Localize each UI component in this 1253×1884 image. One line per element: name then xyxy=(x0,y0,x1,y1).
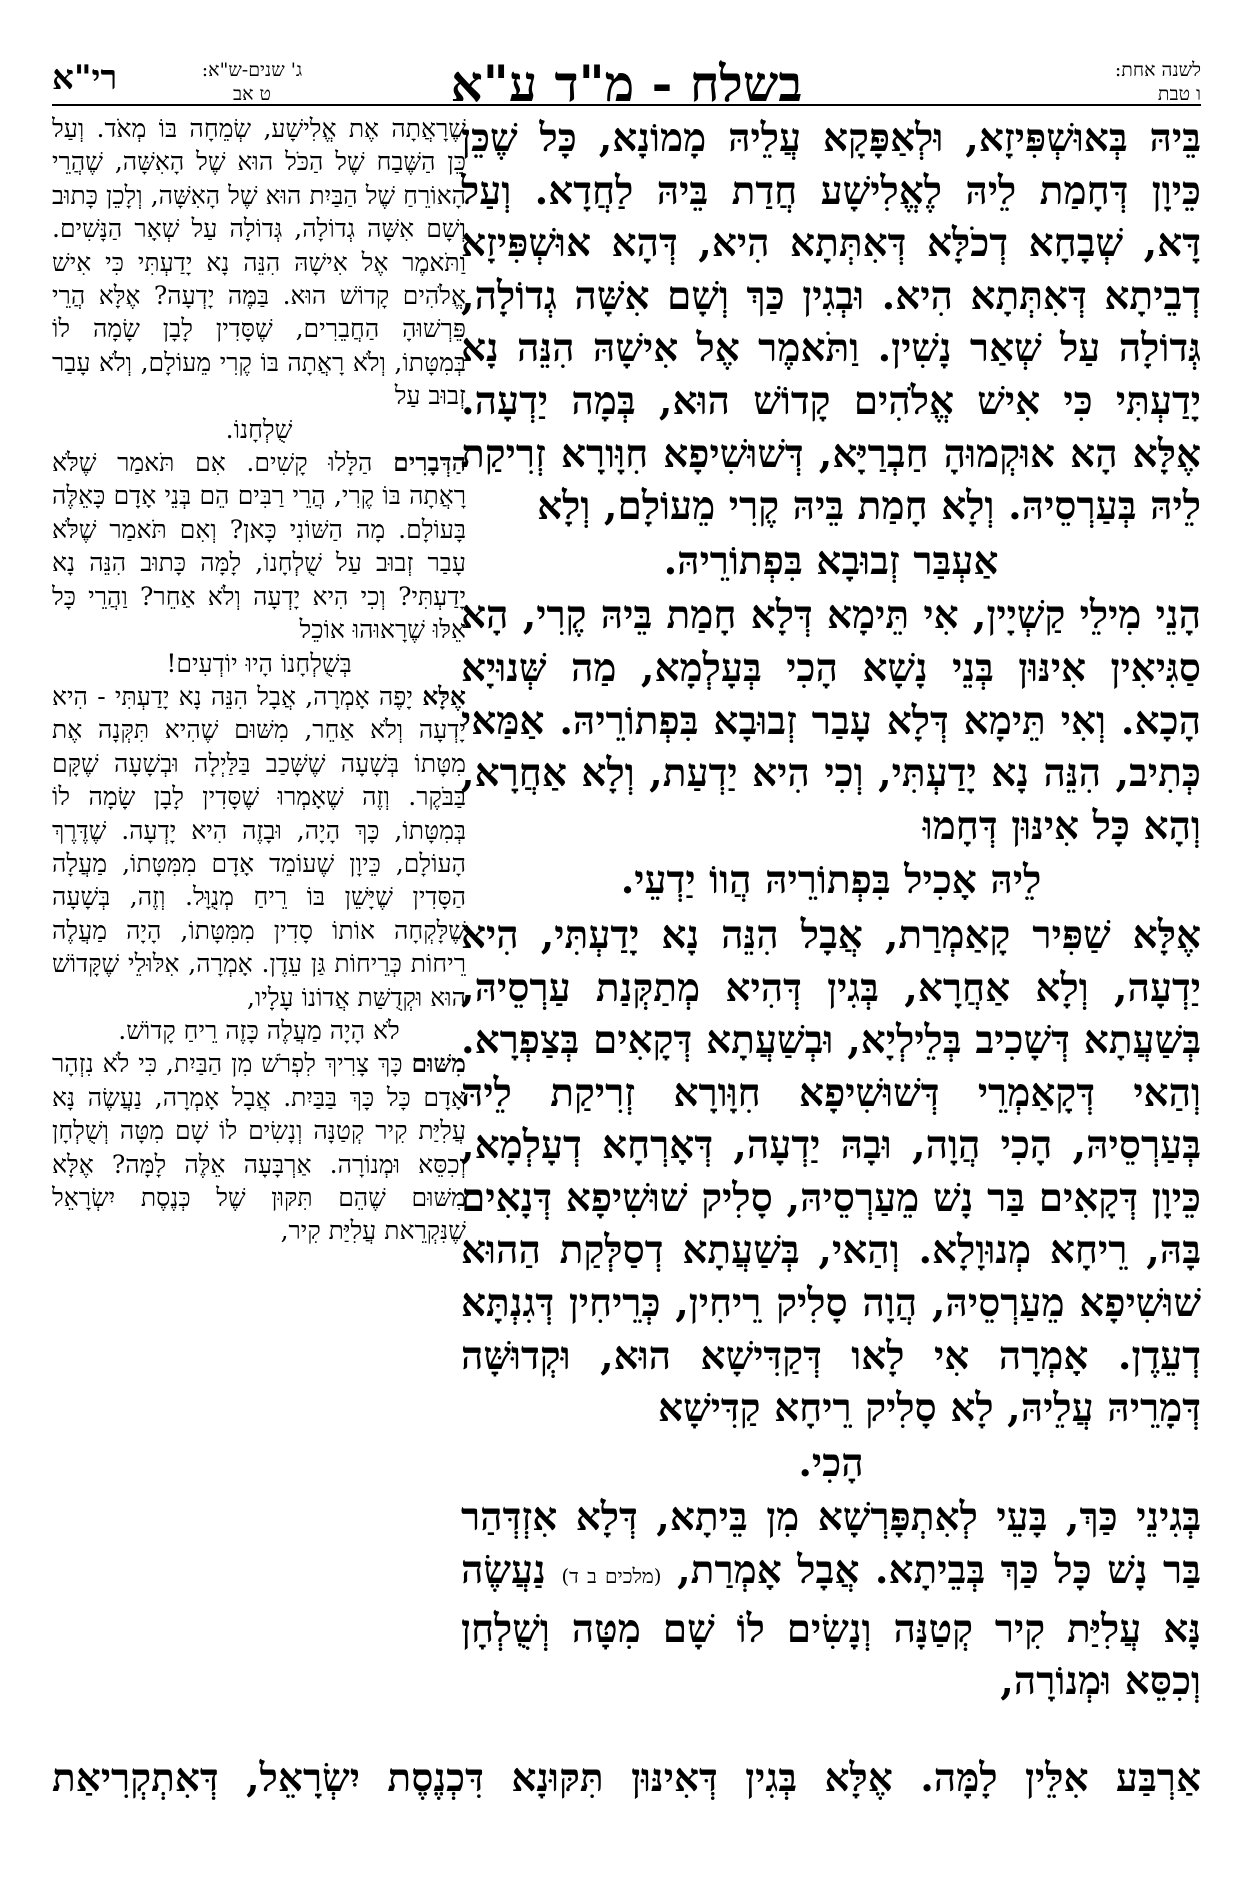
commentary-paragraph-end: לֹא הָיָה מַעֲלֶה כָּזֶה רֵיחַ קָדוֹשׁ. xyxy=(118,1015,400,1045)
main-paragraph-end: אַעְבַּר זְבוּבָא בִּפְתוֹרֵיהּ. xyxy=(663,537,999,584)
header-one-year-date: ו טבת xyxy=(1157,83,1201,105)
main-paragraph xyxy=(461,1491,1201,1707)
header-one-year-label: לשנה אחת: xyxy=(1114,59,1201,81)
main-paragraph: אֶלָּא שַׁפִּיר קָאַמְרַת, אֲבָל הִנֵּה נָא יָדַעְתִּי, הִיא יַדְעָה, וְלָא אַחֲרָא, בְּגִין דְּהִיא מְתַקְּנַת עַרְסֵיהּ, בְּשַׁעֲתָא דְּשָׁכִיב בְּלֵילְיָא, וּבְשַׁעֲתָא דְּקָאִים בְּצַפְרָא. וְהַאי דְּקָאַמְרֵי דְּשׁוּשִׁיפָא חִוָּורָא זְרִיקַת לֵיהּ בְּעַרְסֵיהּ, הָכִי הֲוָה, וּבָהּ יַדְעָה, דְּאָרְחָא דְעָלְמָא, כֵּיוָן דְּקָאִים בַּר נָשׁ מֵעַרְסֵיהּ, סָלִיק שׁוּשִׁיפָא דְּנָאִים בָּהּ, רֵיחָא מְנוּוָלָא. וְהַאי, בְּשַׁעֲתָא דְסַלְּקַת הַהוּא שׁוּשִׁיפָא מֵעַרְסֵיהּ, הֲוָה סָלִיק רֵיחִין, כְּרֵיחִין דְּגִנְתָּא דְעֵדֶן. אָמְרָה אִי לָאו דְּקַדִּישָׁא הוּא, וּקְדוּשָּׁה דְּמָרֵיהּ עֲלֵיהּ, לָא סָלִיק רֵיחָא קַדִּישָׁא xyxy=(461,911,1201,1432)
main-text-span: בְּגִינֵי כַּךְ, בָּעֵי לְאִתְפָּרְשָׁא מִן בֵּיתָא, דְּלָא אִזְדְּהַר בַּר נָשׁ כָּל כַּךְ בְּבֵיתָא. אֲבָל אָמְרַת, xyxy=(461,1494,1201,1594)
commentary-lead-word: אֶלָּא xyxy=(422,681,466,711)
main-paragraph-end: הָכִי. xyxy=(798,1439,864,1486)
main-text-column xyxy=(461,112,1201,1752)
commentary-paragraph xyxy=(52,1047,466,1247)
commentary-paragraph-end: בְּשֻׁלְחָנוֹ הָיוּ יוֹדְעִים! xyxy=(166,648,352,678)
scripture-citation: (מלכים ב ד) xyxy=(561,1564,662,1589)
main-paragraph-end: לֵיהּ אָכִיל בִּפְתוֹרֵיהּ הֲווֹ יַדְעֵי. xyxy=(620,857,1042,904)
commentary-paragraph xyxy=(52,680,466,1014)
header-three-year-schedule xyxy=(162,58,342,106)
main-paragraph: הָנֵי מִילֵי קַשְׁיָין, אִי תֵּימָא דְּלָא חָמַת בֵּיהּ קֶרִי, הָא סַגִּיאִין אִינּוּן בְּנֵי נָשָׁא הָכִי בְּעָלְמָא, מַה שְּׁנוּיָא הָכָא. וְאִי תֵּימָא דְּלָא עָבַר זְבוּבָא בִּפְתוֹרֵיהּ. אַמַּאי כְּתִיב, הִנֵּה נָא יָדַעְתִּי, וְכִי הִיא יַדְעַת, וְלָא אַחֲרָא, וְהָא כָּל אִינּוּן דְּחָמוּ xyxy=(461,592,1201,849)
commentary-paragraph-end: שֻׁלְחָנוֹ. xyxy=(225,414,293,444)
page-title: בשלח - מ"ד ע"א xyxy=(450,54,803,113)
commentary-lead-word: מִשּׁוּם xyxy=(411,1049,466,1079)
page-number: רי"א xyxy=(52,58,118,98)
commentary-text: הַלָּלוּ קָשִׁים. אִם תֹּאמַר שֶׁלֹּא רָאֲתָה בּוֹ קֶרִי, הֲרֵי רַבִּים הֵם בְּנֵי אָדָם כָּאֵלֶּה בָּעוֹלָם. מָה הַשּׁוֹנִי כָּאן? וְאִם תֹּאמַר שֶׁלֹּא עָבַר זְבוּב עַל שֻׁלְחָנוֹ, לָמָּה כָּתוּב הִנֵּה נָא יָדַעְתִּי? וְכִי הִיא יָדְעָה וְלֹא אַחֵר? וַהֲרֵי כָּל אֵלּוּ שֶׁרָאוּהוּ אוֹכֵל xyxy=(52,448,466,645)
main-paragraph: בֵּיהּ בְּאוּשְׁפִּיזָא, וּלְאַפָּקָא עֲלֵיהּ מָמוֹנָא, כָּל שֶׁכֵּן כֵּיוָן דְּחָמַת לֵיהּ לֶאֱלִישָׁע חֲדַת בֵּיהּ לַחֲדָא. וְעַל דָּא, שְׁבָחָא דְכֹלָּא דְּאִתְּתָא הִיא, דְּהָא אוּשְׁפִּיזָא דְבֵיתָא דְּאִתְּתָא הִיא. וּבְגִין כַּךְ וְשָׁם אִשָּׁה גְדוֹלָה, גְּדוֹלָה עַל שְׁאַר נָשִׁין. וַתֹּאמֶר אֶל אִישָׁהּ הִנֵּה נָא יָדַעְתִּי כִּי אִישׁ אֱלֹהִים קָדוֹשׁ הוּא, בְּמָה יַדְעָה. אֶלָּא הָא אוּקְמוּהָ חַבְרַיָּא, דְּשׁוּשִׁיפָא חִוָּורָא זְרִיקַת לֵיהּ בְּעַרְסֵיהּ. וְלָא חָמַת בֵּיהּ קֶרִי מֵעוֹלָם, וְלָא xyxy=(461,115,1201,530)
commentary-lead-word: הַדְּבָרִים xyxy=(393,448,466,478)
full-width-bottom-line: אַרְבַּע אִלֵּין לָמָּה. אֶלָּא בְּגִין דְּאִינּוּן תִּקּוּנָא דִּכְנֶסֶת יִשְׂרָאֵל, דְּאִתְקְרִיאַת xyxy=(52,1755,1201,1801)
header-one-year-schedule xyxy=(901,58,1201,106)
header-three-year-label: ג' שנים-ש"א: xyxy=(201,59,303,81)
commentary-paragraph xyxy=(52,446,466,646)
header-three-year-date: ט אב xyxy=(232,83,272,105)
commentary-text: יָפֶה אָמְרָה, אֲבָל הִנֵּה נָא יָדַעְתִּי - הִיא יָדְעָה וְלֹא אַחֵר, מִשּׁוּם שֶׁהִיא תִּקְּנָה אֶת מִטָּתוֹ בְּשָׁעָה שֶׁשָּׁכַב בַּלַּיְלָה וּבְשָׁעָה שֶׁקָּם בַּבֹּקֶר. וְזֶה שֶׁאָמְרוּ שֶׁסָּדִין לָבָן שָׂמָה לוֹ בְּמִטָּתוֹ, כָּךְ הָיָה, וּבָזֶה הִיא יָדְעָה. שֶׁדֶּרֶךְ הָעוֹלָם, כֵּיוָן שֶׁעוֹמֵד אָדָם מִמִּטָּתוֹ, מַעֲלָה הַסָּדִין שֶׁיָּשֵׁן בּוֹ רֵיחַ מְנֻוָּל. וְזֶה, בְּשָׁעָה שֶׁלָּקְחָה אוֹתוֹ סָדִין מִמִּטָּתוֹ, הָיָה מַעֲלֶה רֵיחוֹת כְּרֵיחוֹת גַּן עֵדֶן. אָמְרָה, אִלּוּלֵי שֶׁקָּדוֹשׁ הוּא וּקְדֻשַּׁת אֲדוֹנוֹ עָלָיו, xyxy=(52,681,466,1012)
main-text-span: נַעֲשֶׂה נָּא עֲלִיַּת קִיר קְטַנָּה וְנָשִׂים לוֹ שָׁם מִטָּה וְשֻׁלְחָן וְכִסֵּא וּמְנוֹרָה, xyxy=(461,1547,1201,1705)
commentary-paragraph: שֶׁרָאֲתָה אֶת אֱלִישָׁע, שְׂמֵחָה בּוֹ מְאֹד. וְעַל כֵּן הַשֶּׁבַח שֶׁל הַכֹּל הוּא שֶׁל הָאִשָּׁה, שֶׁהֲרֵי הָאוֹרֵחַ שֶׁל הַבַּיִת הוּא שֶׁל הָאִשָּׁה, וְלָכֵן כָּתוּב וְשָׁם אִשָּׁה גְדוֹלָה, גְּדוֹלָה עַל שְׁאָר הַנָּשִׁים. וַתֹּאמֶר אֶל אִישָׁהּ הִנֵּה נָא יָדַעְתִּי כִּי אִישׁ אֱלֹהִים קָדוֹשׁ הוּא. בַּמֶּה יָדְעָה? אֶלָּא הֲרֵי פֵּרְשׁוּהָ הַחֲבֵרִים, שֶׁסָּדִין לָבָן שָׂמָה לוֹ בְּמִטָּתוֹ, וְלֹא רָאֲתָה בּוֹ קֶרִי מֵעוֹלָם, וְלֹא עָבַר זְבוּב עַל xyxy=(52,114,466,411)
commentary-text: כָּךְ צָרִיךְ לִפְרֹשׁ מִן הַבַּיִת, כִּי לֹא נִזְהָר אָדָם כָּל כָּךְ בַּבַּיִת. אֲבָל אָמְרָה, נַעֲשֶׂה נָּא עֲלִיַּת קִיר קְטַנָּה וְנָשִׂים לוֹ שָׁם מִטָּה וְשֻׁלְחָן וְכִסֵּא וּמְנוֹרָה. אַרְבָּעָה אֵלֶּה לָמָּה? אֶלָּא מִשּׁוּם שֶׁהֵם תִּקּוּן שֶׁל כְּנֶסֶת יִשְׂרָאֵל שֶׁנִּקְרֵאת עֲלִיַּת קִיר, xyxy=(52,1049,466,1246)
header-divider xyxy=(52,104,1201,106)
commentary-column xyxy=(52,112,466,1752)
page-header xyxy=(52,54,1201,116)
